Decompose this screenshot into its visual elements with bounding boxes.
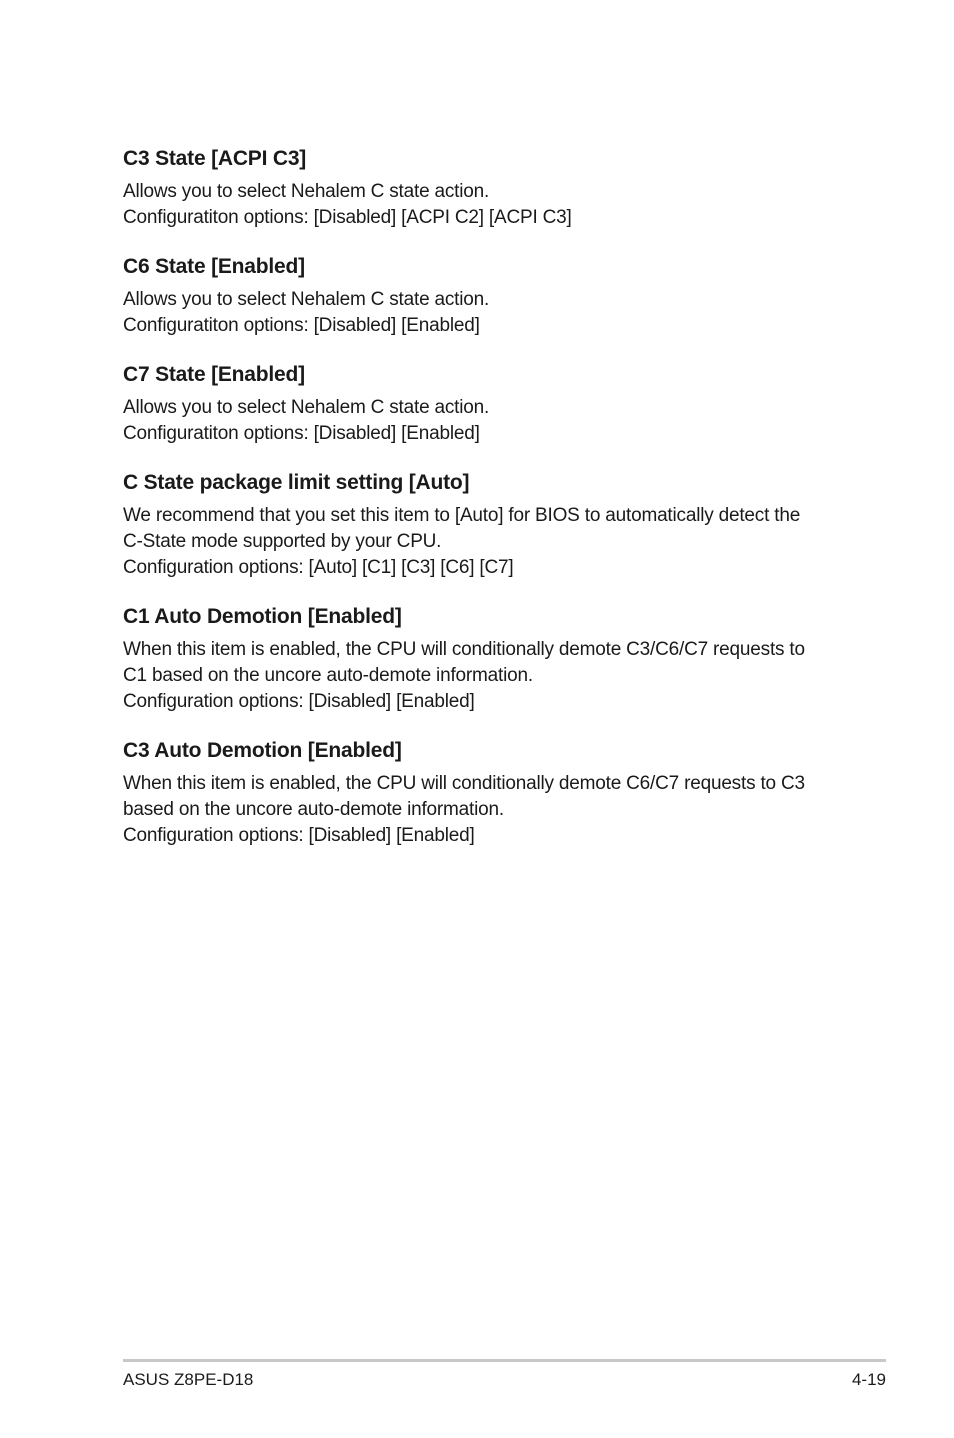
section-title: C6 State [Enabled]: [123, 255, 305, 278]
section-title: C3 Auto Demotion [Enabled]: [123, 739, 402, 762]
section-c3-state: [123, 145, 853, 231]
section-title: C7 State [Enabled]: [123, 363, 305, 386]
section-options: Configuration options: [Auto] [C1] [C3] [C6] [C7]: [123, 557, 514, 578]
section-description: based on the uncore auto-demote information.: [123, 799, 504, 820]
footer-page-number: 4-19: [851, 1370, 886, 1389]
footer-product-name: ASUS Z8PE-D18: [123, 1370, 254, 1389]
section-c6-state: [123, 253, 853, 339]
section-options: Configuration options: [Disabled] [Enabled]: [123, 825, 475, 846]
section-description: Allows you to select Nehalem C state action.: [123, 181, 490, 202]
section-title: C1 Auto Demotion [Enabled]: [123, 605, 402, 628]
section-options: Configuration options: [Disabled] [Enabled]: [123, 691, 475, 712]
section-c-state-package-limit: [123, 469, 853, 581]
section-description: When this item is enabled, the CPU will conditionally demote C6/C7 requests to C3: [123, 773, 805, 794]
section-options: Configuratiton options: [Disabled] [Enabled]: [123, 423, 480, 444]
section-options: Configuratiton options: [Disabled] [ACPI C2] [ACPI C3]: [123, 207, 572, 228]
section-title: C State package limit setting [Auto]: [123, 471, 470, 494]
section-description: Allows you to select Nehalem C state action.: [123, 289, 490, 310]
section-description: C1 based on the uncore auto-demote information.: [123, 665, 533, 686]
document-body: [123, 145, 853, 871]
section-options: Configuratiton options: [Disabled] [Enabled]: [123, 315, 480, 336]
section-description: Allows you to select Nehalem C state action.: [123, 397, 490, 418]
section-description: C-State mode supported by your CPU.: [123, 531, 442, 552]
section-c3-auto-demotion: [123, 737, 853, 849]
section-c1-auto-demotion: [123, 603, 853, 715]
section-description: We recommend that you set this item to [Auto] for BIOS to automatically detect the: [123, 505, 801, 526]
section-title: C3 State [ACPI C3]: [123, 147, 307, 170]
section-c7-state: [123, 361, 853, 447]
section-description: When this item is enabled, the CPU will conditionally demote C3/C6/C7 requests to: [123, 639, 805, 660]
footer-divider: [123, 1359, 886, 1362]
